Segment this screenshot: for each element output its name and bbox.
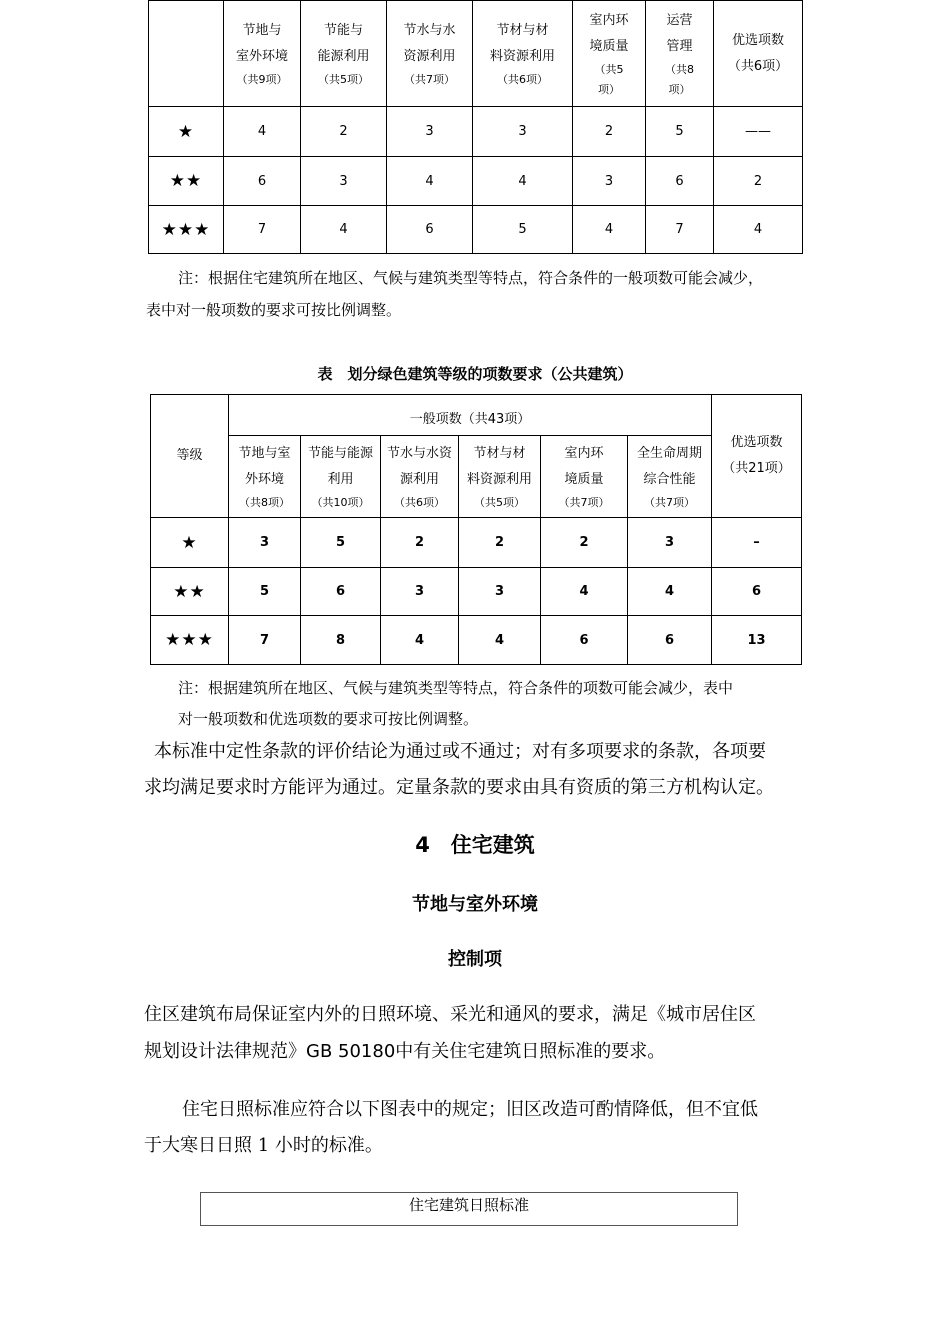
count-cell bbox=[224, 157, 301, 206]
category-header-label: 能源利用 bbox=[317, 48, 370, 64]
count-cell bbox=[541, 568, 628, 616]
count-value: 2 bbox=[753, 173, 763, 189]
residential-grade-table bbox=[148, 0, 803, 254]
category-header-label: 节能与 bbox=[323, 22, 363, 38]
count-value: 6 bbox=[579, 632, 589, 648]
count-value: 7 bbox=[259, 632, 270, 648]
count-cell bbox=[387, 157, 473, 206]
category-header-label: 境质量 bbox=[564, 471, 604, 487]
count-value: 3 bbox=[259, 535, 270, 550]
grade-stars: ★★ bbox=[173, 581, 206, 602]
category-header-label: 节材与材 bbox=[496, 22, 549, 38]
optional-items-header-line2: （共6项） bbox=[727, 58, 789, 74]
layout-paragraph-line2: 规划设计法律规范》GB 50180中有关住宅建筑日照标准的要求。 bbox=[144, 1041, 666, 1062]
table-row bbox=[149, 157, 803, 206]
category-header-label: 节地与室 bbox=[238, 445, 291, 461]
public-building-grade-table bbox=[150, 394, 802, 665]
table2-note-line1: 注：根据建筑所在地区、气候与建筑类型等特点，符合条件的项数可能会减少，表中 bbox=[178, 679, 734, 697]
count-cell bbox=[646, 157, 714, 206]
table-header-row bbox=[149, 1, 803, 107]
count-cell bbox=[646, 206, 714, 254]
category-header-label: 节水与水 bbox=[403, 22, 456, 38]
table1-note-line2: 表中对一般项数的要求可按比例调整。 bbox=[146, 301, 402, 319]
count-value: – bbox=[753, 535, 760, 550]
category-header-label: 料资源利用 bbox=[489, 48, 555, 64]
category-header-cell bbox=[573, 1, 646, 107]
category-header-label: 节能与能源 bbox=[307, 445, 373, 461]
count-cell bbox=[301, 206, 387, 254]
count-value: 6 bbox=[752, 584, 762, 599]
table2-note-line2: 对一般项数和优选项数的要求可按比例调整。 bbox=[178, 710, 479, 728]
count-cell bbox=[229, 568, 301, 616]
category-header-cell bbox=[646, 1, 714, 107]
general-items-header-cell bbox=[229, 395, 712, 436]
count-value: 7 bbox=[257, 222, 267, 237]
optional-items-header-line2: （共21项） bbox=[722, 461, 791, 476]
category-header-label: 节水与水资 bbox=[386, 445, 452, 461]
count-value: 6 bbox=[335, 584, 346, 599]
count-cell bbox=[628, 616, 712, 665]
count-cell bbox=[387, 107, 473, 157]
count-value: —— bbox=[745, 124, 771, 139]
optional-items-header-line1: 优选项数 bbox=[730, 435, 783, 450]
category-header-cell bbox=[541, 436, 628, 518]
count-value: 3 bbox=[425, 124, 434, 139]
category-item-count: （共9项） bbox=[236, 72, 288, 86]
category-header-cell bbox=[459, 436, 541, 518]
count-value: 4 bbox=[425, 173, 434, 189]
grade-cell bbox=[149, 157, 224, 206]
table-row bbox=[151, 568, 802, 616]
category-header-cell bbox=[381, 436, 459, 518]
count-value: 6 bbox=[257, 173, 267, 189]
count-value: 3 bbox=[518, 124, 527, 139]
count-cell bbox=[301, 568, 381, 616]
category-item-count: （共7项） bbox=[644, 495, 696, 509]
sunlight-standard-table-title-label: 住宅建筑日照标准 bbox=[408, 1196, 529, 1214]
category-item-count: （共6项） bbox=[497, 72, 548, 86]
count-cell bbox=[473, 206, 573, 254]
count-value: 2 bbox=[579, 535, 589, 550]
category-header-label: 管理 bbox=[666, 38, 693, 54]
grade-cell bbox=[149, 206, 224, 254]
count-cell bbox=[301, 157, 387, 206]
category-header-label: 利用 bbox=[327, 471, 354, 487]
section-title: 节地与室外环境 bbox=[412, 894, 538, 915]
sunlight-paragraph-line1: 住宅日照标准应符合以下图表中的规定；旧区改造可酌情降低，但不宜低 bbox=[182, 1099, 758, 1120]
count-cell bbox=[229, 518, 301, 568]
optional-items-header-cell bbox=[714, 1, 803, 107]
optional-items-header-cell bbox=[712, 395, 802, 518]
count-value: 2 bbox=[414, 535, 425, 550]
count-value: 4 bbox=[494, 632, 505, 648]
category-header-label: 运营 bbox=[666, 12, 693, 28]
category-header-label: 源利用 bbox=[399, 471, 439, 487]
count-value: 4 bbox=[604, 222, 614, 237]
category-item-count: （共5项） bbox=[318, 72, 369, 86]
count-cell bbox=[381, 568, 459, 616]
grade-stars: ★★ bbox=[169, 171, 203, 191]
count-value: 4 bbox=[257, 124, 267, 139]
grade-cell bbox=[151, 616, 229, 665]
category-header-cell bbox=[387, 1, 473, 107]
category-header-label: 外环境 bbox=[244, 471, 284, 487]
count-value: 3 bbox=[494, 584, 505, 599]
category-item-count: （共7项） bbox=[404, 72, 455, 86]
count-cell bbox=[541, 518, 628, 568]
count-value: 3 bbox=[339, 173, 348, 189]
count-value: 8 bbox=[335, 632, 346, 648]
count-value: 2 bbox=[339, 124, 348, 139]
count-cell bbox=[473, 157, 573, 206]
evaluation-paragraph-line1: 本标准中定性条款的评价结论为通过或不通过；对有多项要求的条款，各项要 bbox=[154, 741, 766, 762]
count-value: 3 bbox=[665, 535, 675, 550]
table-row bbox=[149, 107, 803, 157]
count-cell bbox=[459, 616, 541, 665]
grade-stars: ★★★ bbox=[165, 630, 214, 650]
grade-header-cell bbox=[149, 1, 224, 107]
category-header-label: 料资源利用 bbox=[466, 471, 532, 487]
category-header-label: 节地与 bbox=[242, 22, 282, 38]
count-cell bbox=[459, 518, 541, 568]
count-cell bbox=[387, 206, 473, 254]
count-value: 5 bbox=[259, 584, 270, 599]
category-item-count: （共6项） bbox=[394, 495, 445, 509]
category-item-count: （共8项） bbox=[239, 495, 290, 509]
count-value: 3 bbox=[604, 173, 614, 189]
count-value: 2 bbox=[604, 124, 614, 139]
layout-paragraph-line1: 住区建筑布局保证室内外的日照环境、采光和通风的要求，满足《城市居住区 bbox=[144, 1004, 756, 1025]
count-cell bbox=[646, 107, 714, 157]
count-cell bbox=[714, 206, 803, 254]
count-value: 4 bbox=[339, 222, 348, 237]
count-cell bbox=[473, 107, 573, 157]
count-cell bbox=[459, 568, 541, 616]
grade-cell bbox=[151, 568, 229, 616]
count-value: 6 bbox=[425, 222, 434, 237]
count-value: 7 bbox=[675, 222, 684, 237]
count-cell bbox=[573, 206, 646, 254]
table2-title: 表 划分绿色建筑等级的项数要求（公共建筑） bbox=[317, 365, 633, 383]
count-value: 5 bbox=[518, 222, 527, 237]
category-item-count: （共8 bbox=[665, 62, 694, 76]
grade-stars: ★ bbox=[177, 121, 195, 142]
count-cell bbox=[541, 616, 628, 665]
count-cell bbox=[224, 107, 301, 157]
count-cell bbox=[381, 518, 459, 568]
grade-cell bbox=[151, 518, 229, 568]
table-row bbox=[151, 518, 802, 568]
category-header-label: 境质量 bbox=[589, 38, 629, 54]
count-cell bbox=[381, 616, 459, 665]
count-value: 4 bbox=[518, 173, 527, 189]
category-header-label: 全生命周期 bbox=[637, 445, 703, 461]
category-item-count: （共10项） bbox=[311, 495, 370, 509]
grade-cell bbox=[149, 107, 224, 157]
category-header-cell bbox=[301, 436, 381, 518]
count-value: 3 bbox=[414, 584, 425, 599]
count-cell bbox=[712, 568, 802, 616]
sunlight-standard-table-title bbox=[200, 1192, 738, 1226]
count-value: 5 bbox=[335, 535, 346, 550]
table-header-row bbox=[151, 436, 802, 518]
table-header-row bbox=[151, 395, 802, 436]
count-cell bbox=[301, 107, 387, 157]
grade-header-label: 等级 bbox=[176, 448, 203, 463]
count-cell bbox=[224, 206, 301, 254]
count-cell bbox=[573, 107, 646, 157]
count-cell bbox=[301, 518, 381, 568]
category-header-label: 室内环 bbox=[564, 445, 604, 461]
count-value: 13 bbox=[747, 632, 766, 648]
category-header-label: 室内环 bbox=[589, 12, 629, 28]
optional-items-header-line1: 优选项数 bbox=[731, 32, 784, 48]
count-value: 6 bbox=[675, 173, 684, 189]
count-cell bbox=[712, 518, 802, 568]
category-header-label: 综合性能 bbox=[643, 471, 696, 487]
count-value: 4 bbox=[665, 584, 675, 599]
count-cell bbox=[301, 616, 381, 665]
count-value: 2 bbox=[494, 535, 505, 550]
category-header-label: 室外环境 bbox=[235, 48, 288, 64]
count-cell bbox=[573, 157, 646, 206]
count-cell bbox=[714, 107, 803, 157]
category-header-cell bbox=[628, 436, 712, 518]
grade-stars: ★ bbox=[181, 532, 198, 553]
grade-header-cell bbox=[151, 395, 229, 518]
count-cell bbox=[628, 568, 712, 616]
count-value: 6 bbox=[665, 632, 675, 648]
category-header-cell bbox=[301, 1, 387, 107]
count-cell bbox=[714, 157, 803, 206]
table1-note-line1: 注：根据住宅建筑所在地区、气候与建筑类型等特点，符合条件的一般项数可能会减少， bbox=[178, 269, 764, 287]
category-header-cell bbox=[224, 1, 301, 107]
category-header-label: 节材与材 bbox=[473, 445, 526, 461]
count-cell bbox=[712, 616, 802, 665]
general-items-header-label: 一般项数（共43项） bbox=[409, 412, 531, 427]
count-value: 4 bbox=[414, 632, 425, 648]
chapter-title: 4 住宅建筑 bbox=[415, 833, 535, 857]
category-item-count: 项） bbox=[598, 82, 620, 96]
count-value: 4 bbox=[579, 584, 589, 599]
count-value: 5 bbox=[675, 124, 684, 139]
table-row bbox=[149, 206, 803, 254]
category-header-cell bbox=[473, 1, 573, 107]
category-item-count: （共5 bbox=[594, 62, 624, 76]
category-item-count: （共7项） bbox=[558, 495, 610, 509]
count-value: 4 bbox=[753, 222, 763, 237]
category-header-label: 资源利用 bbox=[403, 48, 456, 64]
evaluation-paragraph-line2: 求均满足要求时方能评为通过。定量条款的要求由具有资质的第三方机构认定。 bbox=[144, 777, 774, 798]
table-row bbox=[151, 616, 802, 665]
count-cell bbox=[628, 518, 712, 568]
sunlight-paragraph-line2: 于大寒日日照 1 小时的标准。 bbox=[144, 1135, 383, 1156]
category-header-cell bbox=[229, 436, 301, 518]
count-cell bbox=[229, 616, 301, 665]
grade-stars: ★★★ bbox=[161, 219, 211, 240]
subsection-title: 控制项 bbox=[448, 949, 502, 970]
category-item-count: 项） bbox=[668, 82, 691, 96]
category-item-count: （共5项） bbox=[474, 495, 525, 509]
